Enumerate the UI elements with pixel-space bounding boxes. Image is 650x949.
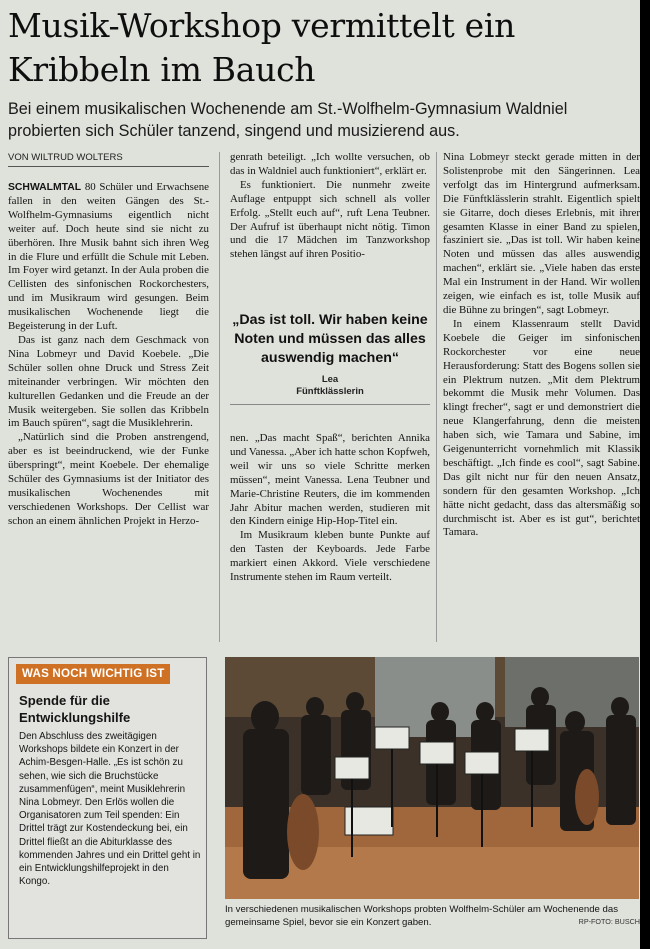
- article-headline: Musik-Workshop vermittelt ein Kribbeln im Bauch: [8, 6, 516, 89]
- article-paragraph: SCHWALMTAL 80 Schüler und Erwachsene fallen in den weiten Gängen des St.-Wolfhelm-Gymnasiums eigentlich nicht weiter auf. Doch heute sind sie nicht zu überhören. Ihre Musik bahnt sich ihren Weg in die Flure und erfüllt die Schule mit Leben. Im Foyer wird getanzt. In der Aula proben die Cellisten des sinfonischen Rockorchesters, und im Musikraum wird gesungen. Beim musikalischen Wochenende liegt die Begeisterung in der Luft.: [8, 181, 209, 333]
- article-paragraph: Das ist ganz nach dem Geschmack von Nina Lobmeyr und David Koebele. „Die Schüler sollen ohne Druck und Stress Zeit miteinander verbringen. Wir möchten den kulturellen Gedanken und die Freude an der Musik weitergeben. Sie sollen das Kribbeln im Bauch spüren“, sagt die Musiklehrerin.: [8, 333, 209, 430]
- orchestra-photo-illustration: [225, 657, 639, 899]
- pull-quote-name: Lea: [321, 374, 339, 385]
- article-paragraph: nen. „Das macht Spaß“, berichten Annika und Vanessa. „Aber ich hatte schon Kopfweh, weil wir uns so viele Schritte merken müssen“, meint Vanessa. Lena Teubner und Marie-Christine Reuters, die im kommenden Jahr Abitur machen werden, studieren mit den Kindern einige Hip-Hop-Titel ein.: [230, 432, 431, 528]
- article-paragraph: Im Musikraum kleben bunte Punkte auf den Tasten der Keyboards. Jede Farbe markiert einen Akkord. Viele verschiedene Instrumente stehen im Raum verteilt.: [230, 529, 430, 584]
- byline-rule: [8, 166, 209, 167]
- article-column-2-top: [230, 151, 430, 262]
- concert-photo: [225, 657, 639, 899]
- article-paragraph: In einem Klassenraum stellt David Koebele die Geiger im sinfonischen Rockorchester vor eine neue Herausforderung: Statt des Bogens sollen sie ein Plektrum nutzen. „Mit dem Plektrum bekommt die Musik mehr Volumen. Das klingt frecher“, sagt er und demonstriert die neue Klangerfahrung, denn die meisten haben sich, wie Tamara und Sabine, im Geigenunterricht vornehmlich mit Klassik beschäftigt. „Ich finde es cool“, sagt Sabine. Das gilt nicht nur für den neuen Ansatz, sondern für den gesamten Workshop. „Ich hätte nicht gedacht, dass das altersmäßig so durchmischt ist. Aber es ist gut“, berichtet Tamara.: [443, 317, 640, 539]
- article-paragraph: Es funktioniert. Die nunmehr zweite Auflage entpuppt sich schnell als voller Erfolg. „Stellt euch auf“, ruft Lena Teubner. Der Aufruf ist überhaupt nicht nötig. Timon und die 17 Mädchen im Tanzworkshop stehen längst auf ihren Positio-: [230, 178, 430, 261]
- pull-quote-role: Fünftklässlerin: [296, 386, 364, 397]
- info-box-title: Spende für die Entwicklungshilfe: [19, 693, 131, 725]
- photo-credit: RP-FOTO: BUSCH: [578, 917, 640, 926]
- scan-edge: [640, 0, 650, 949]
- article-paragraph: „Natürlich sind die Proben anstrengend, aber es ist beeindruckend, wie der Funke überspringt“, meint Koebele. Der ehemalige Schüler des Gymnasiums ist der Initiator des musikalischen Wochenendes mit verschiedenen Workshops. Der Cellist war schon an einem ähnlichen Projekt in Herzo-: [8, 431, 209, 527]
- photo-caption: In verschiedenen musikalischen Workshops probten Wolfhelm-Schüler am Wochenende das gemeinsame Spiel, bevor sie ein Konzert gaben.: [225, 904, 619, 928]
- pull-quote-rule: [230, 404, 430, 405]
- article-paragraph: genrath beteiligt. „Ich wollte versuchen, ob das in Waldniel auch funktioniert“, erklärt er.: [230, 151, 430, 177]
- pull-quote-source: [228, 374, 432, 398]
- info-box: [8, 657, 207, 939]
- article-subline: Bei einem musikalischen Wochenende am St.-Wolfhelm-Gymnasium Waldniel probierten sich Schüler tanzend, singend und musizierend aus.: [8, 100, 568, 140]
- article-paragraph: Nina Lobmeyr steckt gerade mitten in der Solistenprobe mit den Sängerinnen. Lea verfolgt das im Hintergrund aufmerksam. Die Fünftklässlerin strahlt. Eigentlich spielt sie Gitarre, doch dieses Erlebnis, mit ihrer gesamten Klasse in einer Band zu spielen, fasziniert sie. „Das ist toll. Wir haben keine Noten und müssen das alles auswendig machen“, erklärt sie. „Viele haben das erste Mal ein Instrument in der Hand. Wir wollen zeigen, wie einfach es ist, tolle Musik auf die Bühne zu bringen“, sagt Lobmeyr.: [443, 151, 640, 316]
- byline: VON WILTRUD WOLTERS: [8, 152, 123, 163]
- article-column-3: [443, 151, 640, 540]
- dateline: SCHWALMTAL: [8, 182, 82, 193]
- info-box-kicker: WAS NOCH WICHTIG IST: [16, 664, 170, 684]
- article-column-1: [8, 181, 209, 529]
- pull-quote: [228, 311, 432, 405]
- article-column-2-bottom: [230, 432, 430, 585]
- column-divider: [219, 152, 220, 642]
- column-divider: [436, 152, 437, 642]
- info-box-body: Den Abschluss des zweitägigen Workshops bildete ein Konzert in der Achim-Besgen-Halle. „Es ist schön zu sehen, wie sich die Bruchstücke zusammenfügen“, meint Musiklehrerin Nina Lobmeyr. Den Erlös wollen die Organisatoren zum Teil spenden: Ein Drittel trägt zur Kostendeckung bei, ein Drittel fließt an die Abiturklasse des kommenden Jahres und ein Drittel geht in ein Entwicklungshilfeprojekt in den Kongo.: [19, 731, 201, 888]
- pull-quote-text: „Das ist toll. Wir haben keine Noten und müssen das alles auswendig machen“: [232, 312, 428, 366]
